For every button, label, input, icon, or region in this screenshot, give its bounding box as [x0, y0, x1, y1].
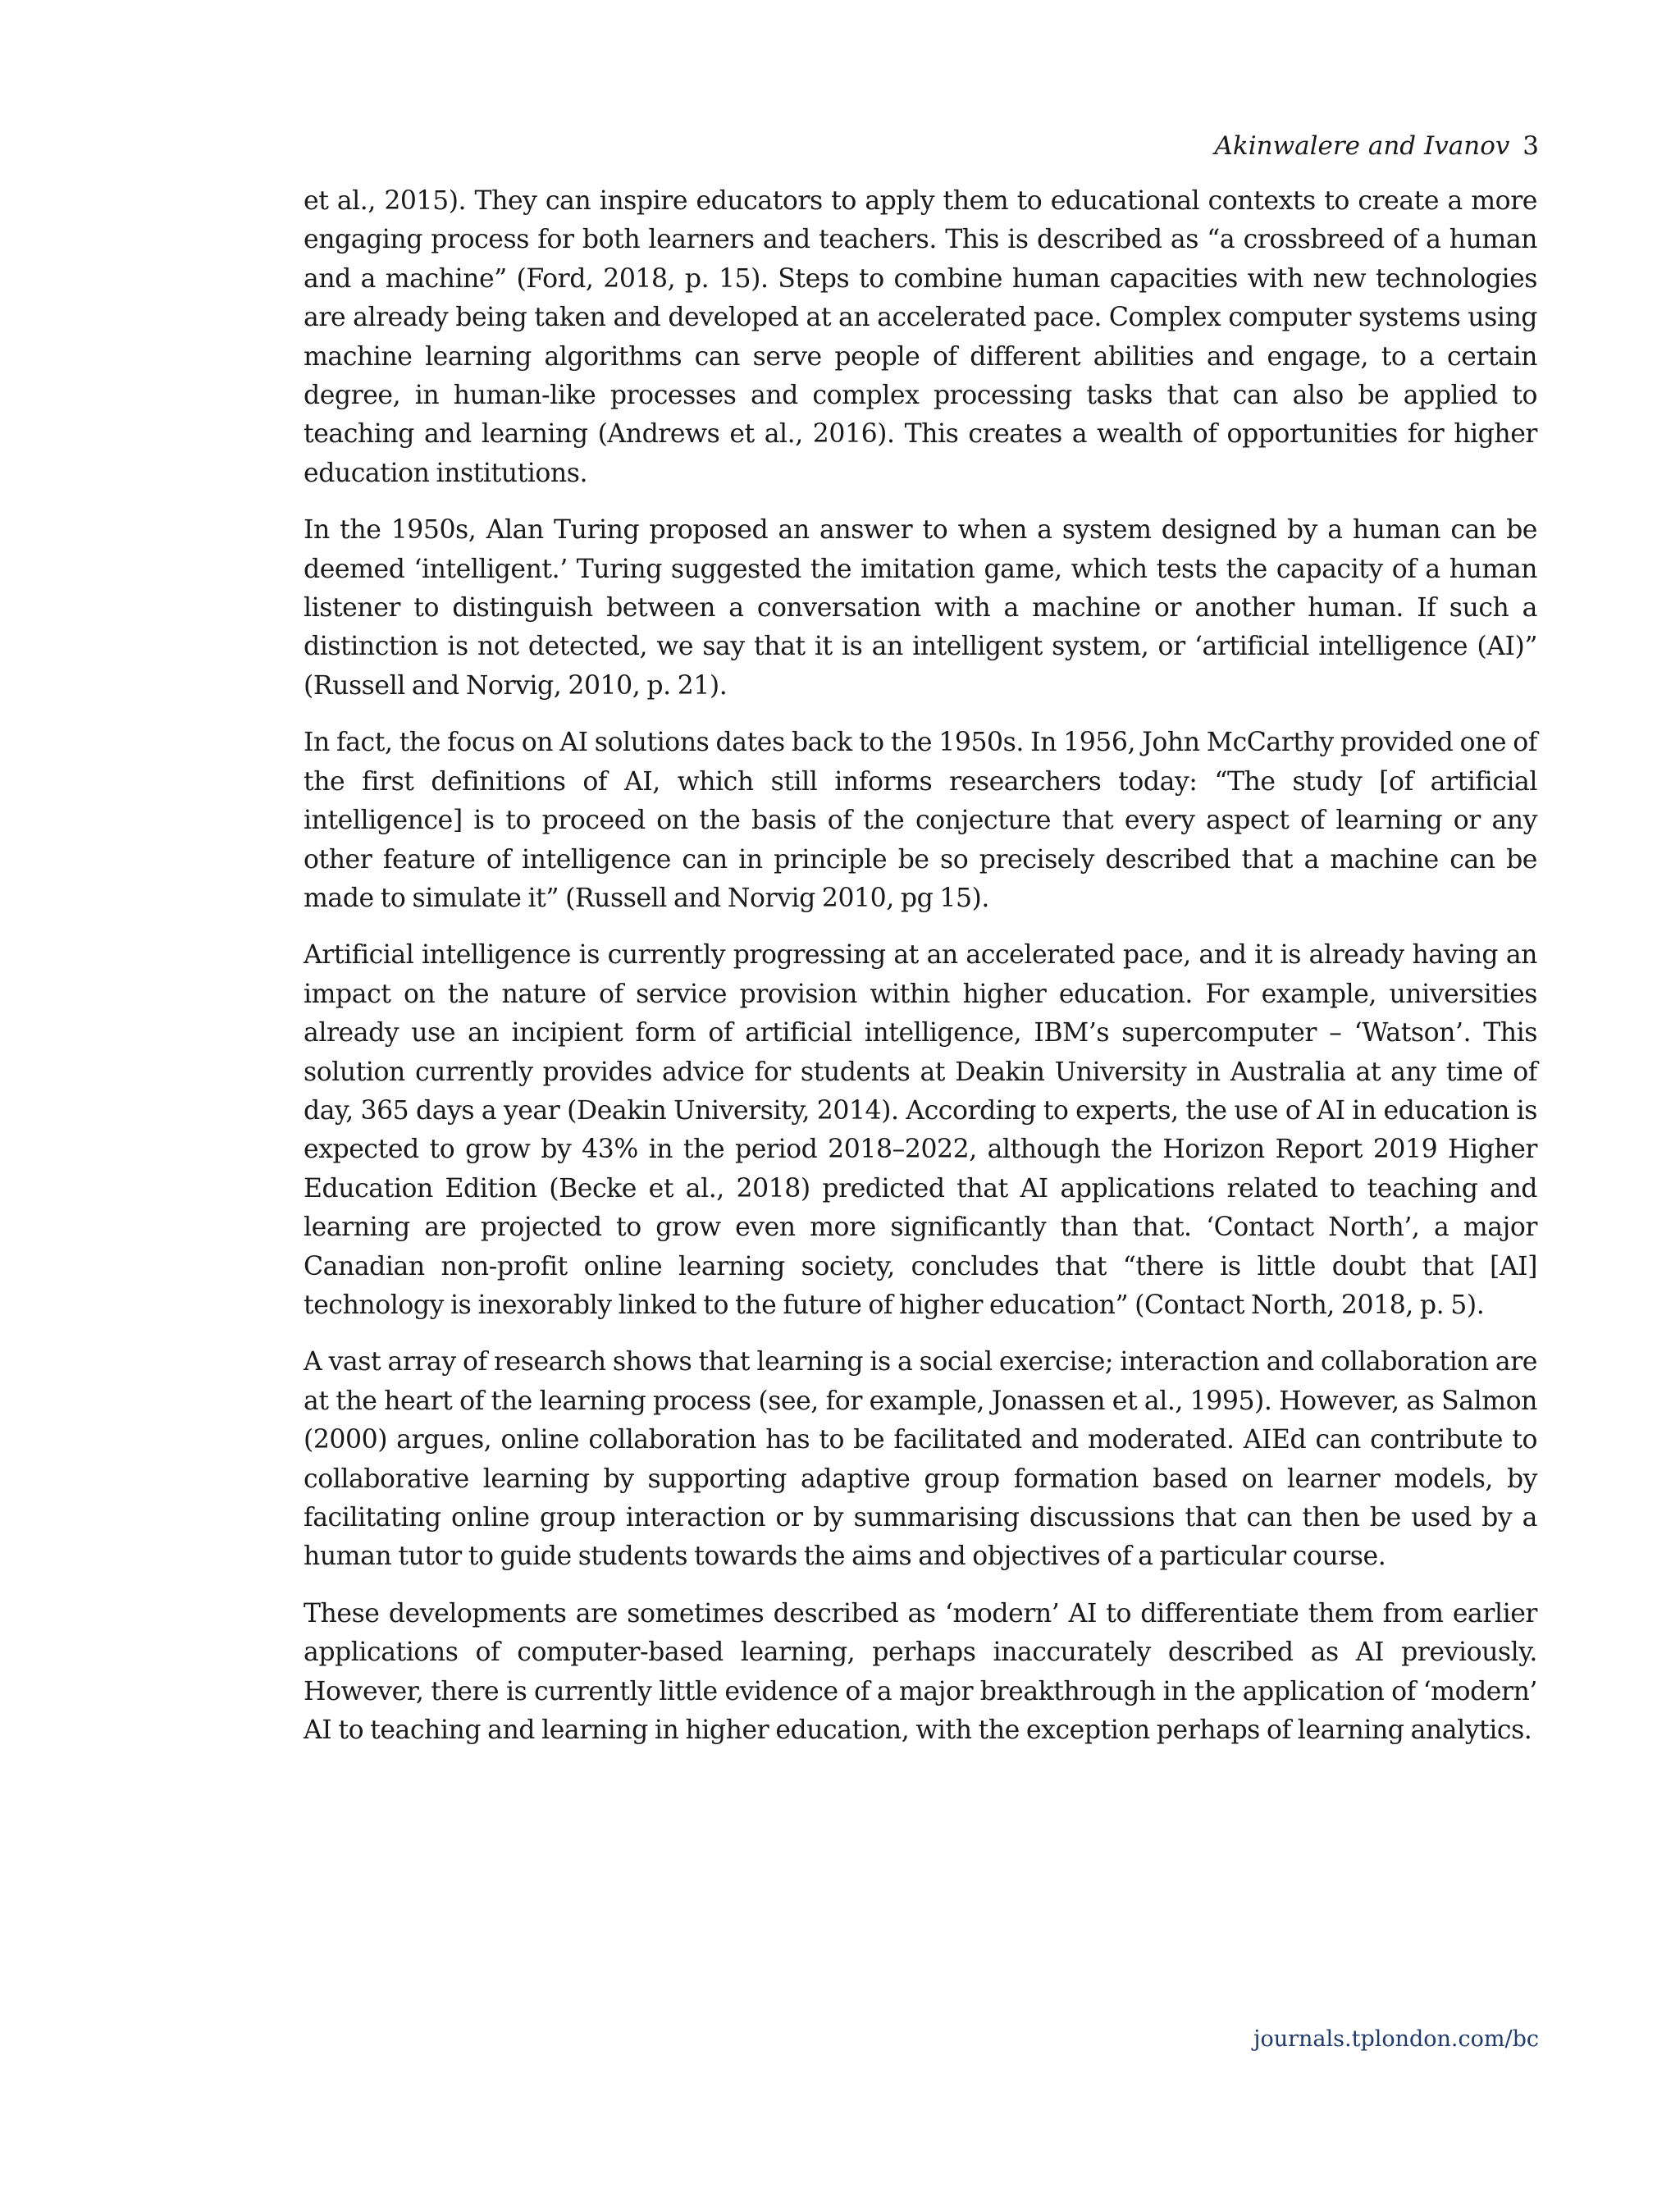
paragraph-1: et al., 2015). They can inspire educators to apply them to educational contexts to create a more engaging process for both learners and teachers. This is described as “a crossbreed of a human and a machine” (Ford, 2018, p. 15). Steps to combine human capacities with new technologies are already being taken and developed at an accelerated pace. Complex computer systems using machine learning algorithms can serve people of different abilities and engage, to a certain degree, in human-like processes and complex processing tasks that can also be applied to teaching and learning (Andrews et al., 2016). This creates a wealth of opportunities for higher education institutions.	[304, 186, 1537, 488]
paragraph-4: Artificial intelligence is currently progressing at an accelerated pace, and it is already having an impact on the nature of service provision within higher education. For example, universities already use an incipient form of artificial intelligence, IBM’s supercomputer – ‘Watson’. This solution currently provides advice for students at Deakin University in Australia at any time of day, 365 days a year (Deakin University, 2014). According to experts, the use of AI in education is expected to grow by 43% in the period 2018–2022, although the Horizon Report 2019 Higher Education Edition (Becke et al., 2018) predicted that AI applications related to teaching and learning are projected to grow even more significantly than that. ‘Contact North’, a major Canadian non-profit online learning society, concludes that “there is little doubt that [AI] technology is inexorably linked to the future of higher education” (Contact North, 2018, p. 5).	[304, 940, 1537, 1320]
body-text	[304, 182, 1537, 1768]
page-number: 3	[1522, 131, 1539, 161]
paragraph-6: These developments are sometimes described as ‘modern’ AI to differentiate them from earlier applications of computer-based learning, perhaps inaccurately described as AI previously. However, there is currently little evidence of a major breakthrough in the application of ‘modern’ AI to teaching and learning in higher education, with the exception perhaps of learning analytics.	[304, 1598, 1537, 1746]
paragraph-5: A vast array of research shows that learning is a social exercise; interaction and collaboration are at the heart of the learning process (see, for example, Jonassen et al., 1995). However, as Salmon (2000) argues, online collaboration has to be facilitated and moderated. AIEd can contribute to collaborative learning by supporting adaptive group formation based on learner models, by facilitating online group interaction or by summarising discussions that can then be used by a human tutor to guide students towards the aims and objectives of a particular course.	[304, 1347, 1537, 1572]
running-header	[1215, 130, 1539, 162]
footer-journal-link[interactable]: journals.tplondon.com/bc	[1253, 2026, 1539, 2052]
header-authors: Akinwalere and Ivanov	[1214, 131, 1510, 161]
paragraph-2: In the 1950s, Alan Turing proposed an answer to when a system designed by a human can be deemed ‘intelligent.’ Turing suggested the imitation game, which tests the capacity of a human listener to distinguish between a conversation with a machine or another human. If such a distinction is not detected, we say that it is an intelligent system, or ‘artificial intelligence (AI)” (Russell and Norvig, 2010, p. 21).	[304, 515, 1537, 701]
paragraph-3: In fact, the focus on AI solutions dates back to the 1950s. In 1956, John McCarthy provided one of the first definitions of AI, which still informs researchers today: “The study [of artificial intelligence] is to proceed on the basis of the conjecture that every aspect of learning or any other feature of intelligence can in principle be so precisely described that a machine can be made to simulate it” (Russell and Norvig 2010, pg 15).	[304, 728, 1537, 913]
